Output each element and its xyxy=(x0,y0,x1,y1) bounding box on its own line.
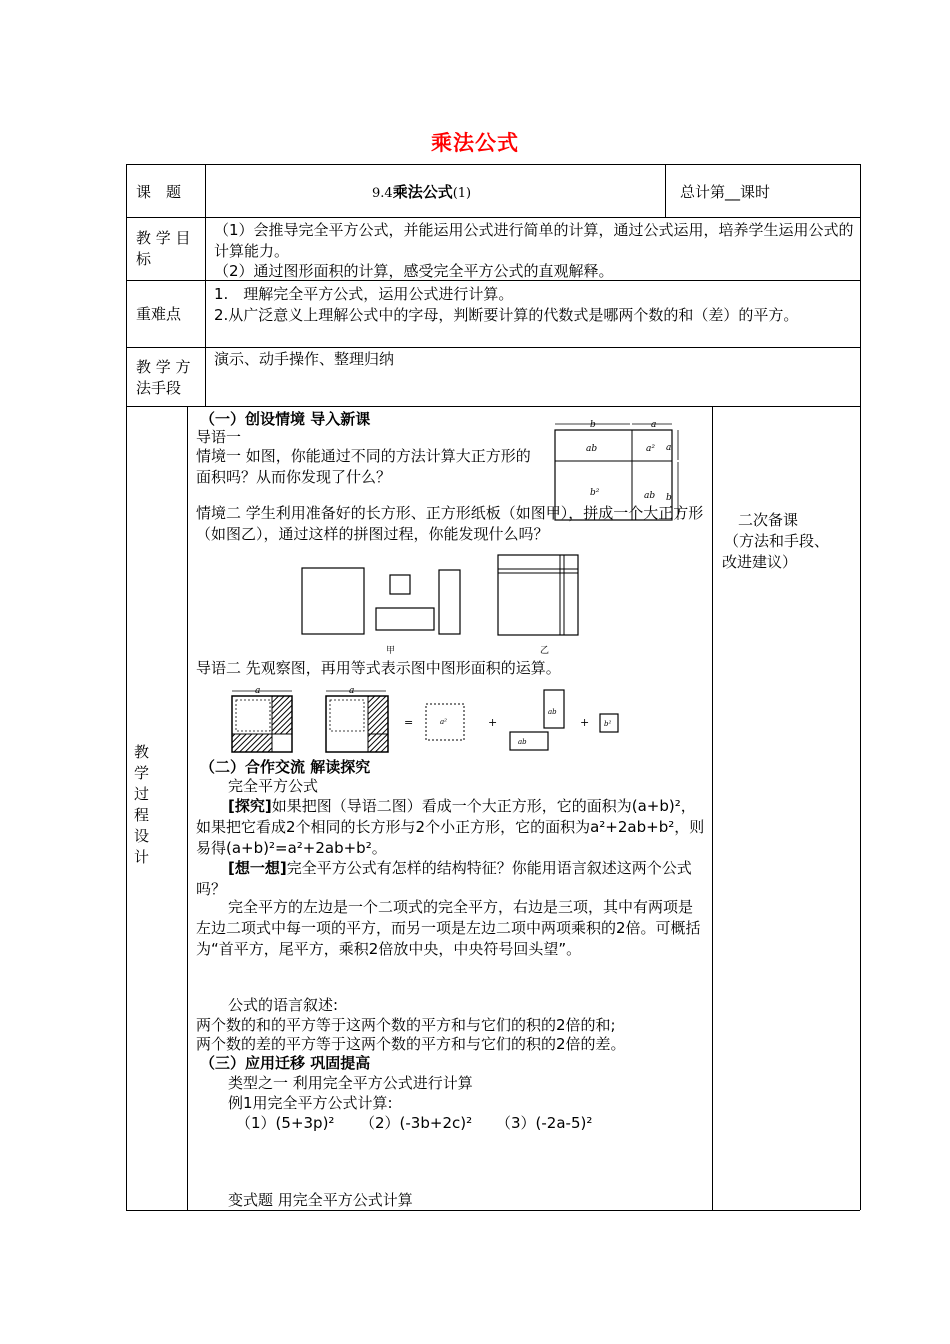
fig-caption-jia: 甲 xyxy=(386,646,396,656)
eq-fig-label-b2: b² xyxy=(604,720,612,728)
verbal-sum: 两个数的和的平方等于这两个数的平方和与它们的积的2倍的和; xyxy=(196,1016,616,1034)
verbal-diff: 两个数的差的平方等于这两个数的平方和与它们的积的2倍的差。 xyxy=(196,1035,626,1053)
methods-label: 教 学 方 法手段 xyxy=(136,358,191,397)
process-label-char: 教 xyxy=(134,743,150,761)
goals-label: 教 学 目 标 xyxy=(136,229,191,268)
eq-fig-label-a2: a² xyxy=(440,718,447,726)
keypoints-item-1: 1. 理解完全平方公式，运用公式进行计算。 xyxy=(214,285,514,303)
think-tag: [想一想] xyxy=(228,859,287,877)
fig-label-ab-1: ab xyxy=(586,444,598,454)
eq-fig-label-ab-2: ab xyxy=(518,738,527,746)
type-1: 类型之一 利用完全平方公式进行计算 xyxy=(228,1074,473,1092)
svg-text:+: + xyxy=(580,716,590,729)
process-label-char: 计 xyxy=(134,848,150,866)
section-2-title: （二）合作交流 解读探究 xyxy=(200,758,371,776)
example-1: 例1用完全平方公式计算: xyxy=(228,1094,393,1112)
intro-2: 导语二 先观察图，再用等式表示图中图形面积的运算。 xyxy=(196,659,561,677)
notes-line-1: 二次备课 xyxy=(738,511,799,529)
process-label-char: 设 xyxy=(134,827,150,845)
goals-item-1: （1）会推导完全平方公式，并能运用公式进行简单的计算，通过公式运用，培养学生运用公式的计算能力。 xyxy=(214,221,854,260)
process-label-char: 学 xyxy=(134,764,150,782)
structure-paragraph: 完全平方的左边是一个二项式的完全平方，右边是三项，其中有两项是左边二项式中每一项的平方，而另一项是左边二项中两项乘积的2倍。可概括为“首平方，尾平方，乘积2倍放中央，中央符号回头望”。 xyxy=(196,898,701,958)
document-title: 乘法公式 xyxy=(431,131,519,155)
example-item-1: （1）(5+3p)² xyxy=(236,1114,335,1132)
scenario-1: 情境一 如图，你能通过不同的方法计算大正方形的面积吗？从而你发现了什么？ xyxy=(196,447,531,486)
think-paragraph xyxy=(196,858,706,900)
example-item-3: （3）(-2a-5)² xyxy=(496,1114,593,1132)
scenario-2: 情境二 学生利用准备好的长方形、正方形纸板（如图甲），拼成一个大正方形（如图乙），通过这样的拼图过程，你能发现什么吗？ xyxy=(196,504,704,543)
process-label-char: 过 xyxy=(134,785,150,803)
think-text: 完全平方公式有怎样的结构特征？你能用语言叙述这两个公式吗？ xyxy=(196,859,692,898)
fig-label-a-top: a xyxy=(651,420,657,430)
eq-fig-label-a-2: a xyxy=(349,686,355,696)
fig-label-a2: a² xyxy=(646,444,655,454)
total-hours: 总计第__课时 xyxy=(680,183,771,201)
explore-paragraph xyxy=(196,796,706,859)
square-area-figure xyxy=(550,418,690,522)
topic-number: 9.4 xyxy=(372,186,393,201)
eq-fig-label-a-1: a xyxy=(255,686,261,696)
formula-name: 完全平方公式 xyxy=(228,777,319,795)
area-equation-figure xyxy=(222,684,632,758)
topic-value xyxy=(372,182,471,204)
notes xyxy=(722,510,829,573)
process-label-char: 程 xyxy=(134,806,150,824)
example-item-2: （2）(-3b+2c)² xyxy=(360,1114,473,1132)
fig-label-b-side: b xyxy=(666,493,672,503)
intro-1-label: 导语一 xyxy=(196,428,242,446)
goals-item-2: （2）通过图形面积的计算，感受完全平方公式的直观解释。 xyxy=(214,262,614,280)
keypoints-label: 重难点 xyxy=(136,305,182,323)
fig-label-b-top: b xyxy=(590,420,596,430)
fig-caption-yi: 乙 xyxy=(540,646,550,656)
fig-label-b2: b² xyxy=(590,488,600,498)
puzzle-figure xyxy=(296,552,586,656)
process-label xyxy=(134,742,154,868)
section-1-title: （一）创设情境 导入新课 xyxy=(200,410,371,428)
section-3-title: （三）应用迁移 巩固提高 xyxy=(200,1054,371,1072)
methods-text: 演示、动手操作、整理归纳 xyxy=(214,350,395,368)
topic-label: 课 题 xyxy=(136,183,182,201)
topic-word: 乘法公式 xyxy=(392,183,453,201)
keypoints-item-2: 2.从广泛意义上理解公式中的字母，判断要计算的代数式是哪两个数的和（差）的平方。 xyxy=(214,306,799,324)
fig-label-a-side: a xyxy=(666,443,672,453)
verbal-title: 公式的语言叙述: xyxy=(228,996,339,1014)
eq-fig-label-ab-1: ab xyxy=(548,708,557,716)
svg-text:+: + xyxy=(488,716,498,729)
svg-text:=: = xyxy=(404,716,414,729)
notes-line-3: 改进建议） xyxy=(722,553,798,571)
topic-paren: (1) xyxy=(452,186,472,201)
explore-text: 如果把图（导语二图）看成一个大正方形，它的面积为(a+b)²，如果把它看成2个相同的长方形与2个小正方形，它的面积为a²+2ab+b²，则易得(a+b)²=a²+2ab+b²。 xyxy=(196,797,705,857)
notes-line-2: （方法和手段、 xyxy=(724,532,830,550)
explore-tag: [探究] xyxy=(228,797,272,815)
fig-label-ab-2: ab xyxy=(644,491,656,501)
variant: 变式题 用完全平方公式计算 xyxy=(228,1191,413,1209)
